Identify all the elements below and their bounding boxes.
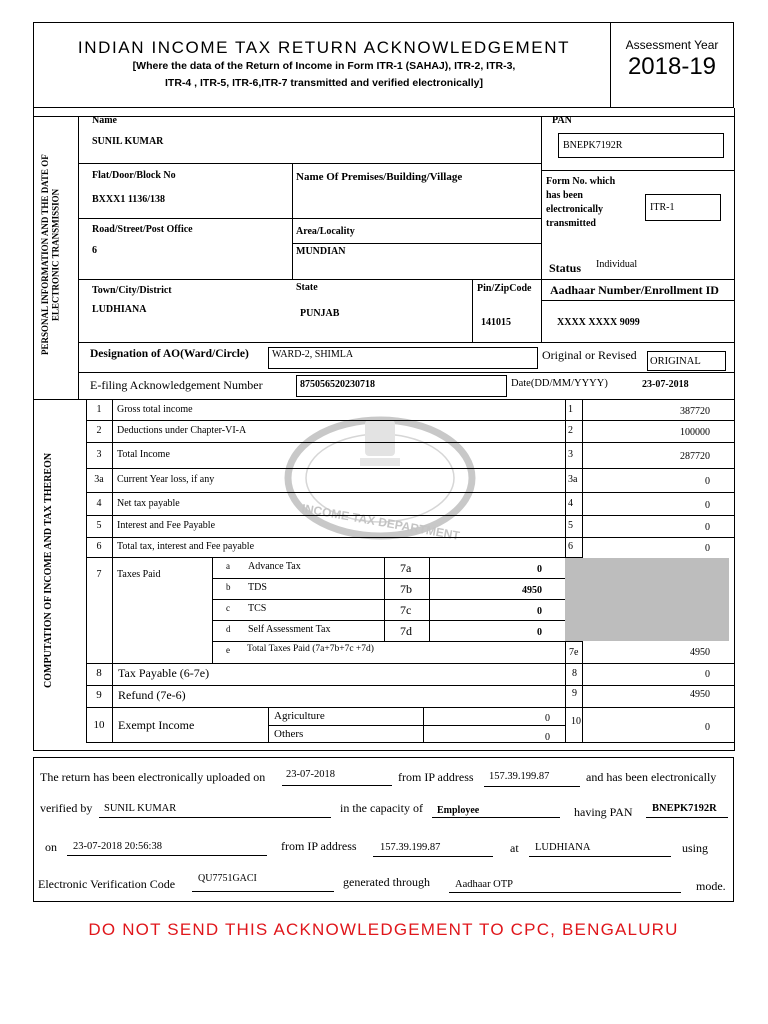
seal-text: INCOME TAX DEPARTMENT bbox=[300, 501, 461, 543]
ack-number-value: 875056520230718 bbox=[300, 379, 375, 390]
status-label: Status bbox=[549, 261, 582, 275]
row-code: 1 bbox=[568, 404, 573, 415]
row10-value: 0 bbox=[705, 722, 710, 733]
road-label: Road/Street/Post Office bbox=[92, 224, 193, 235]
premises-label: Name Of Premises/Building/Village bbox=[296, 171, 463, 183]
verify-text-3b: from IP address bbox=[281, 839, 357, 853]
name-label: Name bbox=[92, 115, 117, 126]
subrow-divider bbox=[212, 620, 565, 621]
row-code: 5 bbox=[568, 520, 573, 531]
form-no-label-3: electronically bbox=[546, 204, 604, 215]
form-no-value: ITR-1 bbox=[650, 202, 675, 213]
tax-item-code: 7c bbox=[400, 603, 412, 617]
town-label: Town/City/District bbox=[92, 285, 172, 296]
verify-text-2b: in the capacity of bbox=[340, 801, 423, 815]
form-title: INDIAN INCOME TAX RETURN ACKNOWLEDGEMENT bbox=[77, 38, 571, 57]
tax-item-letter: d bbox=[226, 624, 231, 634]
verified-pan: BNEPK7192R bbox=[652, 803, 717, 814]
town-value: LUDHIANA bbox=[92, 304, 147, 315]
row-divider bbox=[86, 420, 735, 421]
row-label: Deductions under Chapter-VI-A bbox=[117, 425, 247, 436]
row-no: 6 bbox=[96, 541, 102, 552]
date-value: 23-07-2018 bbox=[642, 379, 689, 390]
row8-code: 8 bbox=[572, 668, 577, 679]
row-no: 5 bbox=[96, 520, 102, 531]
evc-mode: Aadhaar OTP bbox=[455, 879, 514, 890]
do-not-send-warning: DO NOT SEND THIS ACKNOWLEDGEMENT TO CPC, BENGALURU bbox=[88, 920, 679, 939]
row-value: 0 bbox=[705, 500, 710, 511]
name-value: SUNIL KUMAR bbox=[92, 136, 164, 147]
row-value: 287720 bbox=[680, 451, 710, 462]
row9-value: 4950 bbox=[690, 689, 710, 700]
total-taxes-value: 4950 bbox=[690, 647, 710, 658]
computation-side-label: COMPUTATION OF INCOME AND TAX THEREON bbox=[43, 452, 54, 688]
tax-item-label: TDS bbox=[248, 582, 267, 593]
row8-label: Tax Payable (6-7e) bbox=[118, 666, 210, 680]
row-code: 3a bbox=[568, 474, 578, 485]
verify-text-4c: mode. bbox=[696, 879, 726, 893]
assessment-year-value: 2018-19 bbox=[627, 53, 717, 80]
total-taxes-letter: e bbox=[226, 645, 230, 655]
verify-text-3c: at bbox=[510, 841, 519, 855]
tax-item-label: Advance Tax bbox=[248, 561, 301, 572]
original-revised-value: ORIGINAL bbox=[650, 356, 701, 367]
verify-text-2c: having PAN bbox=[574, 805, 633, 819]
row-label: Total tax, interest and Fee payable bbox=[117, 541, 255, 552]
area-label: Area/Locality bbox=[296, 226, 355, 237]
verified-by-name: SUNIL KUMAR bbox=[104, 803, 177, 814]
tax-item-value: 0 bbox=[537, 627, 542, 638]
area-value: MUNDIAN bbox=[296, 246, 346, 257]
row-divider bbox=[86, 442, 735, 443]
others-value: 0 bbox=[545, 732, 550, 743]
row9-label: Refund (7e-6) bbox=[118, 688, 186, 702]
tax-item-code: 7a bbox=[400, 561, 412, 575]
verify-place: LUDHIANA bbox=[535, 842, 591, 853]
total-taxes-label: Total Taxes Paid (7a+7b+7c +7d) bbox=[247, 644, 374, 654]
form-no-label-2: has been bbox=[546, 190, 583, 201]
flat-value: BXXX1 1136/138 bbox=[92, 194, 166, 205]
row-divider bbox=[86, 468, 735, 469]
row-no: 3 bbox=[96, 449, 102, 460]
personal-side-label: PERSONAL INFORMATION AND THE DATE OF ELECTRONIC TRANSMISSION bbox=[40, 154, 61, 356]
form-no-label-4: transmitted bbox=[546, 218, 596, 229]
form-subtitle-2: ITR-4 , ITR-5, ITR-6,ITR-7 transmitted and verified electronically] bbox=[165, 77, 483, 89]
row10-code: 10 bbox=[571, 716, 581, 727]
total-taxes-code: 7e bbox=[569, 647, 579, 658]
verify-text-3d: using bbox=[682, 841, 709, 855]
ao-value: WARD-2, SHIMLA bbox=[272, 349, 354, 360]
pin-label: Pin/ZipCode bbox=[477, 283, 532, 294]
row-no: 2 bbox=[96, 425, 102, 436]
row-divider bbox=[86, 492, 735, 493]
ack-number-label: E-filing Acknowledgement Number bbox=[90, 378, 263, 392]
row8-no: 8 bbox=[96, 667, 102, 679]
form-subtitle-1: [Where the data of the Return of Income in Form ITR-1 (SAHAJ), ITR-2, ITR-3, bbox=[132, 60, 516, 72]
row-divider bbox=[86, 537, 735, 538]
row9-no: 9 bbox=[96, 689, 102, 701]
verify-datetime: 23-07-2018 20:56:38 bbox=[73, 841, 162, 852]
tax-item-label: Self Assessment Tax bbox=[248, 624, 331, 635]
row8-value: 0 bbox=[705, 669, 710, 680]
row-value: 387720 bbox=[680, 406, 710, 417]
row-code: 3 bbox=[568, 449, 573, 460]
row10-label: Exempt Income bbox=[118, 718, 195, 732]
verify-text-4a: Electronic Verification Code bbox=[38, 877, 176, 891]
row-no: 4 bbox=[96, 498, 102, 509]
original-revised-label: Original or Revised bbox=[542, 348, 637, 362]
tax-item-code: 7b bbox=[400, 582, 412, 596]
agriculture-value: 0 bbox=[545, 713, 550, 724]
row-code: 6 bbox=[568, 541, 573, 552]
road-value: 6 bbox=[92, 245, 97, 256]
row-label: Total Income bbox=[117, 449, 170, 460]
date-label: Date(DD/MM/YYYY) bbox=[511, 378, 608, 389]
taxes-paid-label: Taxes Paid bbox=[117, 569, 161, 580]
row-value: 0 bbox=[705, 543, 710, 554]
assessment-year-label: Assessment Year bbox=[625, 38, 719, 52]
row-code: 2 bbox=[568, 425, 573, 436]
tax-item-letter: a bbox=[226, 561, 230, 571]
row-label: Interest and Fee Payable bbox=[117, 520, 216, 531]
pan-label: PAN bbox=[552, 115, 572, 126]
subrow-divider bbox=[212, 578, 565, 579]
tax-item-letter: c bbox=[226, 603, 230, 613]
verify-text-3a: on bbox=[45, 840, 57, 854]
row-label: Gross total income bbox=[117, 404, 193, 415]
row-label: Net tax payable bbox=[117, 498, 180, 509]
form-no-label-1: Form No. which bbox=[546, 176, 616, 187]
aadhaar-label: Aadhaar Number/Enrollment ID bbox=[550, 283, 719, 297]
verify-text-1a: The return has been electronically uploaded on bbox=[40, 770, 266, 784]
row-value: 0 bbox=[705, 476, 710, 487]
upload-date: 23-07-2018 bbox=[286, 769, 335, 780]
subrow-divider bbox=[212, 599, 565, 600]
row-value: 0 bbox=[705, 522, 710, 533]
row-value: 100000 bbox=[680, 427, 710, 438]
tax-item-label: TCS bbox=[248, 603, 267, 614]
tax-item-code: 7d bbox=[400, 624, 412, 638]
verify-text-2a: verified by bbox=[40, 801, 93, 815]
ao-label: Designation of AO(Ward/Circle) bbox=[90, 348, 249, 360]
tax-item-letter: b bbox=[226, 582, 231, 592]
row9-code: 9 bbox=[572, 688, 577, 699]
others-label: Others bbox=[274, 728, 304, 740]
upload-ip: 157.39.199.87 bbox=[489, 771, 550, 782]
verify-text-4b: generated through bbox=[343, 875, 430, 889]
status-value: Individual bbox=[596, 259, 638, 270]
row-divider bbox=[86, 515, 735, 516]
verify-ip: 157.39.199.87 bbox=[380, 842, 441, 853]
row-no: 3a bbox=[94, 474, 104, 485]
flat-label: Flat/Door/Block No bbox=[92, 170, 176, 181]
taxes-paid-no: 7 bbox=[96, 569, 102, 580]
aadhaar-value: XXXX XXXX 9099 bbox=[557, 317, 640, 328]
state-label: State bbox=[296, 282, 318, 293]
tax-item-value: 0 bbox=[537, 606, 542, 617]
state-value: PUNJAB bbox=[300, 308, 340, 319]
row-code: 4 bbox=[568, 498, 573, 509]
row-no: 1 bbox=[96, 404, 102, 415]
verify-text-1c: and has been electronically bbox=[586, 770, 717, 784]
capacity-value: Employee bbox=[437, 805, 480, 816]
agriculture-label: Agriculture bbox=[274, 710, 325, 722]
verify-text-1b: from IP address bbox=[398, 770, 474, 784]
evc-code: QU7751GACI bbox=[198, 873, 257, 884]
row10-no: 10 bbox=[93, 719, 105, 731]
pan-value: BNEPK7192R bbox=[563, 140, 623, 151]
row-label: Current Year loss, if any bbox=[117, 474, 215, 485]
tax-item-value: 0 bbox=[537, 564, 542, 575]
tax-item-value: 4950 bbox=[522, 585, 542, 596]
pin-value: 141015 bbox=[481, 317, 511, 328]
shaded-cell bbox=[565, 558, 729, 641]
income-tax-seal bbox=[270, 400, 490, 550]
